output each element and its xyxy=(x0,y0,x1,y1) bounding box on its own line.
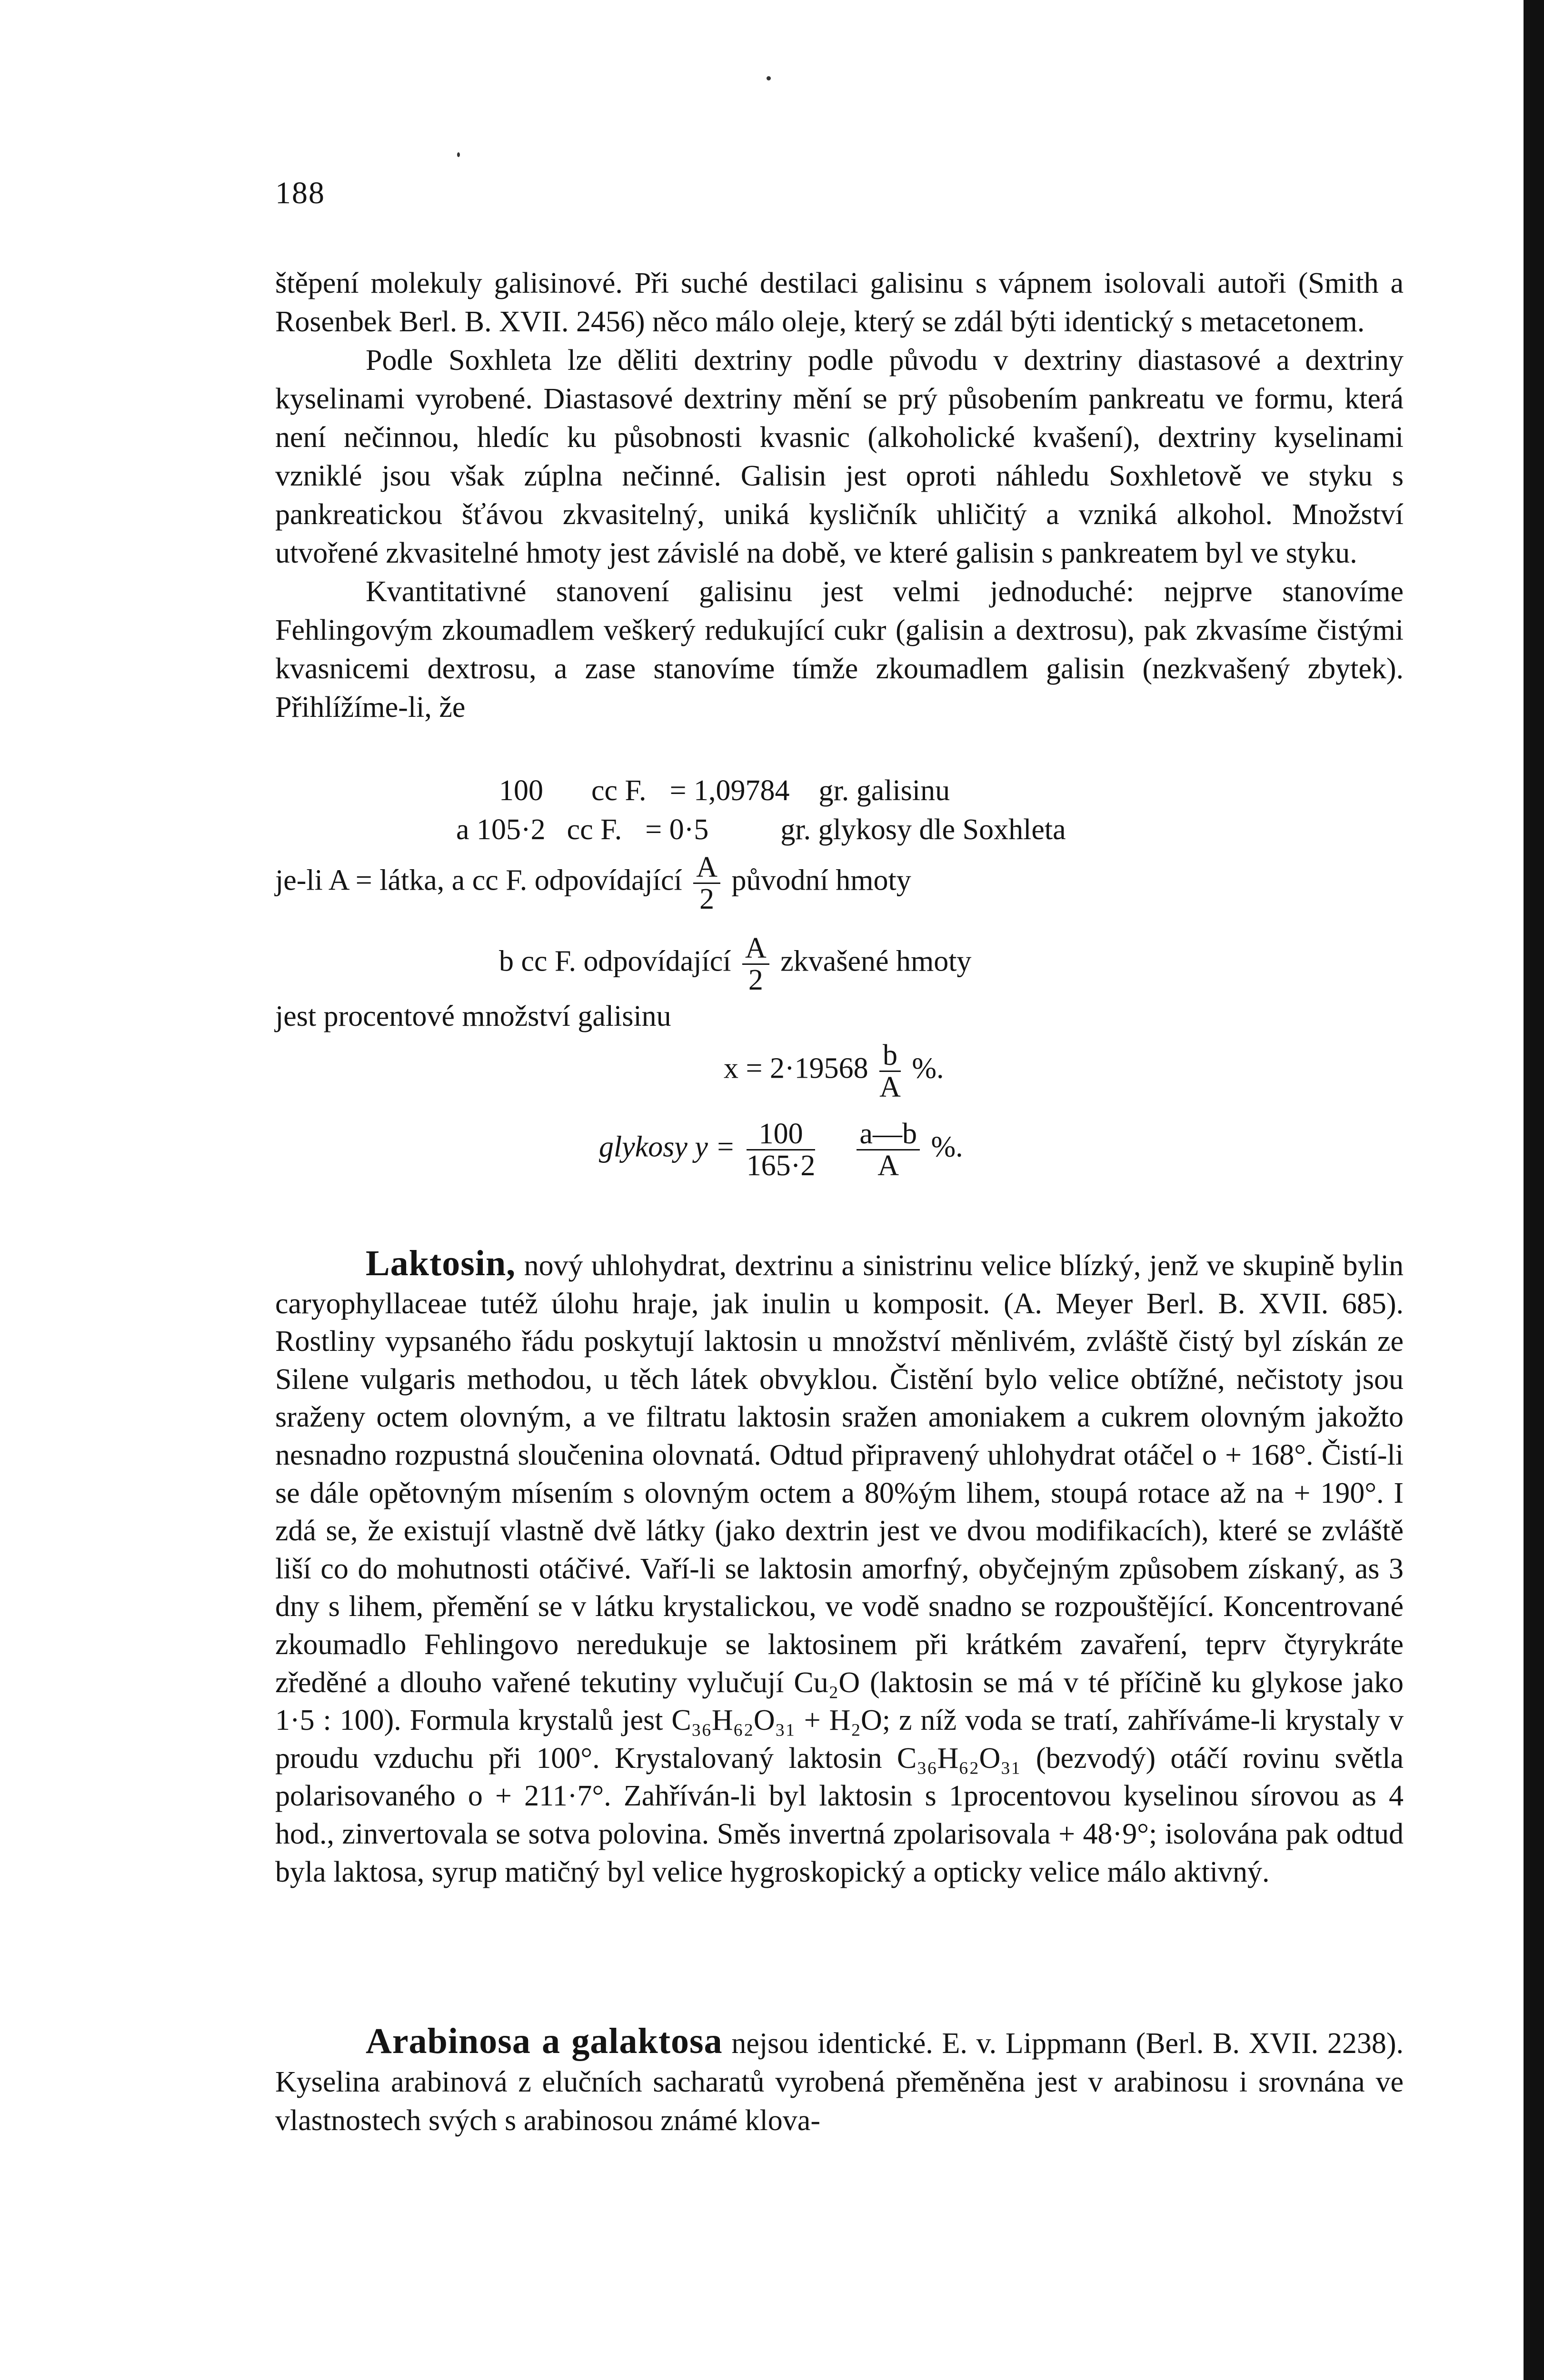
eq2-value: a 105·2 xyxy=(456,813,546,846)
eq7-denominator-1: 165·2 xyxy=(746,1150,816,1182)
paragraph-laktosin xyxy=(275,1245,1404,1891)
eq5-text: jest procentové množství galisinu xyxy=(275,1000,671,1032)
dust-speck xyxy=(457,152,460,157)
equation-line-1 xyxy=(499,774,950,808)
eq1-equals: = 1,09784 xyxy=(669,774,790,807)
paragraph-arabinosa xyxy=(275,2022,1404,2140)
equation-line-3 xyxy=(275,852,911,914)
eq7-numerator-1: 100 xyxy=(747,1119,816,1150)
eq3-fraction xyxy=(693,852,720,914)
eq7-fraction-2 xyxy=(857,1119,920,1181)
eq7-post: %. xyxy=(931,1130,963,1163)
paragraph-soxhlet-dextriny: Podle Soxhleta lze děliti dextriny podle původu v dextriny diastasové a dextriny kyselinami vyrobené. Diastasové dextriny mění se prý působením pankreatu ve formu, která není nečinnou, hledíc ku působnosti kvasnic (alkoholické kvašení), dextriny kyselinami vzniklé jsou však zúplna nečinné. Galisin jest oproti náhledu Soxhletově ve styku s pankreatickou šťávou zkvasitelný, uniká kysličník uhličitý a vzniká alkohol. Množství utvořené zkvasitelné hmoty jest závislé na době, ve které galisin s pankreatem byl ve styku. xyxy=(275,344,1404,569)
eq6-fraction xyxy=(879,1040,901,1102)
equation-line-5 xyxy=(275,1000,671,1033)
eq4-denominator: 2 xyxy=(748,964,763,996)
eq6-post: %. xyxy=(912,1052,944,1085)
paragraph-kvantitativne-stanoveni: Kvantitativné stanovení galisinu jest velmi jednoduché: nejprve stanovíme Fehlingovým zkoumadlem veškerý redukující cukr (galisin a dextrosu), pak zkvasíme čistými kvasnicemi dextrosu, a zase stanovíme tímže zkoumadlem galisin (nezkvašený zbytek). Přihlížíme-li, že xyxy=(275,575,1404,724)
arabinosa-text: nejsou identické. E. v. Lippmann (Berl. B. XVII. 2238). Kyselina arabinová z elučních sacharatů vyrobená přeměněna jest v arabinosu i srovnána ve vlastnostech svých s arabinosou známé klova- xyxy=(275,2027,1404,2137)
arabinosa-section xyxy=(275,2022,1404,2140)
eq3-numerator: A xyxy=(693,852,720,884)
page-number: 188 xyxy=(275,176,325,210)
laktosin-text: nový uhlohydrat, dextrinu a sinistrinu velice blízký, jenž ve skupině bylin caryophyllaceae tutéž úlohu hraje, jak inulin u komposit. (A. Meyer Berl. B. XVII. 685). Rostliny vypsaného řádu poskytují laktosin u množství měnlivém, zvláště čistý byl získán ze Silene vulgaris methodou, u těch látek obvyklou. Čistění bylo velice obtížné, nečistoty jsou sraženy octem olovným, a ve filtratu laktosin sražen amoniakem a cukrem olovným jakožto nesnadno rozpustná sloučenina olovnatá. Odtud připravený uhlohydrat otáčel o + 168°. Čistí-li se dále opětovným mísením s olovným octem a 80%ým lihem, stoupá rotace až na + 190°. I zdá se, že existují vlastně dvě látky (jako dextrin jest ve dvou modifikacích), které se zvláště liší co do mohutnosti otáčivé. Vaří-li se laktosin amorfný, obyčejným způsobem získaný, as 3 dny s lihem, přemění se v látku krystalickou, ve vodě snadno se rozpouštějící. Koncentrované zkoumadlo Fehlingovo neredukuje se laktosinem při krátkém zavaření, teprv čtyrykráte zředěné a dlouho vařené tekutiny vylučují Cu₂O (laktosin se má v té příčině ku glykose jako 1·5 : 100). Formula krystalů jest C₃₆H₆₂O₃₁ + H₂O; z níž voda se tratí, zahříváme-li krystaly v proudu vzduchu při 100°. Krystalovaný laktosin C₃₆H₆₂O₃₁ (bezvodý) otáčí rovinu světla polarisovaného o + 211·7°. Zahříván-li byl laktosin s 1procentovou kyselinou sírovou as 4 hod., zinvertovala se sotva polovina. Směs invertná zpolarisovala + 48·9°; isolována pak odtud byla laktosa, syrup matičný byl velice hygroskopický a opticky velice málo aktivný. xyxy=(275,1250,1404,1888)
eq4-pre: b cc F. odpovídající xyxy=(499,945,731,978)
eq4-post: zkvašené hmoty xyxy=(780,945,972,978)
eq6-denominator: A xyxy=(879,1071,901,1103)
scan-border-right xyxy=(1524,0,1544,2380)
term-arabinosa-galaktosa: Arabinosa a galaktosa xyxy=(366,2021,723,2061)
eq6-numerator: b xyxy=(879,1040,901,1072)
eq3-denominator: 2 xyxy=(699,883,715,915)
eq7-numerator-2: a—b xyxy=(857,1119,920,1150)
laktosin-section xyxy=(275,1245,1404,1891)
dust-speck xyxy=(767,76,771,80)
equation-line-6 xyxy=(724,1040,944,1102)
eq4-fraction xyxy=(742,933,769,995)
term-laktosin: Laktosin, xyxy=(366,1243,516,1283)
equation-line-2 xyxy=(456,813,1066,847)
eq3-pre: je-li A = látka, a cc F. odpovídající xyxy=(275,864,682,897)
paragraph-galisin-destillation: štěpení molekuly galisinové. Při suché destilaci galisinu s vápnem isolovali autoři (Smith a Rosenbek Berl. B. XVII. 2456) něco málo oleje, který se zdál býti identický s metacetonem. xyxy=(275,267,1404,338)
eq4-numerator: A xyxy=(742,933,769,965)
eq7-pre: glykosy y = xyxy=(599,1130,736,1163)
eq7-fraction-1 xyxy=(747,1119,816,1181)
eq7-denominator-2: A xyxy=(877,1150,899,1182)
equation-line-7 xyxy=(599,1119,963,1181)
eq2-equals: = 0·5 xyxy=(645,813,709,846)
eq1-label: gr. galisinu xyxy=(818,774,950,807)
eq2-unit: cc F. xyxy=(567,813,622,846)
eq6-pre: x = 2·19568 xyxy=(724,1052,868,1085)
eq2-label: gr. glykosy dle Soxhleta xyxy=(780,813,1066,846)
eq3-post: původní hmoty xyxy=(731,864,911,897)
intro-text-block xyxy=(275,264,1404,727)
eq1-unit: cc F. xyxy=(591,774,647,807)
equation-line-4 xyxy=(499,933,971,995)
eq1-value: 100 xyxy=(499,774,543,807)
